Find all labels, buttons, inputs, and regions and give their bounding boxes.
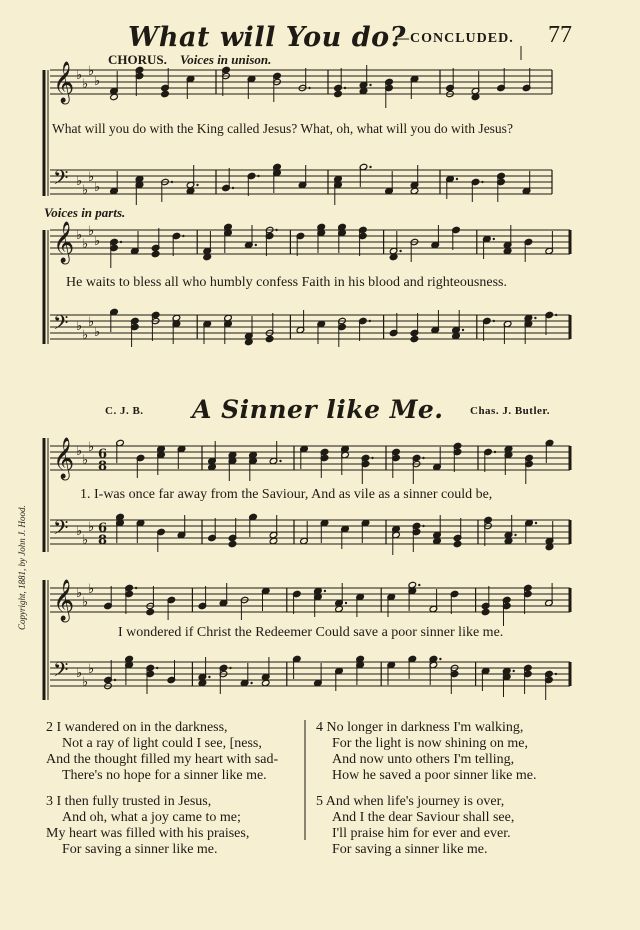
bass-clef-icon: 𝄢 xyxy=(53,166,69,194)
dot xyxy=(182,235,184,237)
parts-direction: Voices in parts. xyxy=(44,205,126,220)
bass-clef-icon: 𝄢 xyxy=(53,516,69,544)
verse-line: And oh, what a joy came to me; xyxy=(62,810,241,825)
dot xyxy=(208,676,210,678)
note-head xyxy=(161,90,170,97)
hymn-lyric-line-1: 1. I-was once far away from the Saviour, And as vile as a sinner could be, xyxy=(80,487,493,502)
verse-line: I'll praise him for ever and ever. xyxy=(332,826,511,841)
flat-icon: ♭ xyxy=(94,180,101,195)
dot xyxy=(534,317,536,319)
dot xyxy=(255,244,257,246)
verse-line: And I the dear Saviour shall see, xyxy=(332,810,515,825)
dot xyxy=(418,584,420,586)
note-head xyxy=(334,90,343,97)
flat-icon: ♭ xyxy=(88,315,95,330)
treble-clef-icon: 𝄞 xyxy=(53,222,75,263)
song-title-continued: What will You do? xyxy=(128,22,406,53)
dot xyxy=(493,320,495,322)
dot xyxy=(535,522,537,524)
flat-icon: ♭ xyxy=(82,453,89,468)
dot xyxy=(371,457,373,459)
flat-icon: ♭ xyxy=(88,64,95,79)
note-head xyxy=(265,335,274,342)
flat-icon: ♭ xyxy=(82,237,89,252)
dot xyxy=(555,314,557,316)
time-signature-bottom: 8 xyxy=(98,533,108,548)
flat-icon: ♭ xyxy=(88,520,95,535)
flat-icon: ♭ xyxy=(82,77,89,92)
verse-line: For the light is now shining on me, xyxy=(332,736,528,751)
note-head xyxy=(146,608,155,615)
time-signature-bottom: 8 xyxy=(98,459,108,474)
note-head xyxy=(481,608,490,615)
dot xyxy=(156,667,158,669)
dot xyxy=(514,534,516,536)
treble-clef-icon: 𝄞 xyxy=(53,438,75,479)
dot xyxy=(232,187,234,189)
dot xyxy=(422,525,424,527)
flat-icon: ♭ xyxy=(76,319,83,334)
dot xyxy=(513,670,515,672)
flat-icon: ♭ xyxy=(82,595,89,610)
composer-credit: Chas. J. Butler. xyxy=(470,405,551,417)
note-head xyxy=(410,335,419,342)
flat-icon: ♭ xyxy=(76,586,83,601)
dot xyxy=(399,250,401,252)
flat-icon: ♭ xyxy=(76,68,83,83)
treble-clef-icon: 𝄞 xyxy=(53,62,75,103)
dot xyxy=(250,682,252,684)
chorus-lyric-line-1: What will you do with the King called Jesus? What, oh, what will you do with Jesus? xyxy=(52,121,513,136)
flat-icon: ♭ xyxy=(82,533,89,548)
dot xyxy=(555,673,557,675)
verse-line: For saving a sinner like me. xyxy=(332,842,488,857)
page-number: 77 xyxy=(548,22,572,48)
verse-line: 3 I then fully trusted in Jesus, xyxy=(46,794,212,809)
copyright-notice: Copyright, 1881, by John J. Hood. xyxy=(17,505,27,630)
dot xyxy=(369,320,371,322)
flat-icon: ♭ xyxy=(76,444,83,459)
flat-icon: ♭ xyxy=(94,74,101,89)
flat-icon: ♭ xyxy=(94,325,101,340)
flat-icon: ♭ xyxy=(88,582,95,597)
dot xyxy=(229,667,231,669)
time-signature-top: 6 xyxy=(98,521,108,536)
hymn-title: A Sinner like Me. xyxy=(192,395,444,424)
flat-icon: ♭ xyxy=(82,183,89,198)
bass-clef-icon: 𝄢 xyxy=(53,311,69,339)
verse-line: My heart was filled with his praises, xyxy=(46,826,250,841)
dot xyxy=(493,238,495,240)
bass-clef-icon: 𝄢 xyxy=(53,658,69,686)
dot xyxy=(439,658,441,660)
dot xyxy=(344,87,346,89)
dot xyxy=(114,679,116,681)
verse-line: 2 I wandered on in the darkness, xyxy=(46,720,228,735)
flat-icon: ♭ xyxy=(88,224,95,239)
dot xyxy=(481,181,483,183)
flat-icon: ♭ xyxy=(82,328,89,343)
chorus-lyric-line-2: He waits to bless all who humbly confess Faith in his blood and righteousness. xyxy=(66,275,507,290)
verse-line: Not a ray of light could I see, [ness, xyxy=(62,736,262,751)
verse-line: How he saved a poor sinner like me. xyxy=(332,768,537,783)
flat-icon: ♭ xyxy=(76,228,83,243)
dot xyxy=(308,87,310,89)
treble-clef-icon: 𝄞 xyxy=(53,580,75,621)
flat-icon: ♭ xyxy=(88,170,95,185)
dot xyxy=(345,602,347,604)
dot xyxy=(257,175,259,177)
verse-line: And the thought filled my heart with sad- xyxy=(46,752,279,767)
note-head xyxy=(453,540,462,547)
flat-icon: ♭ xyxy=(88,440,95,455)
dot xyxy=(120,241,122,243)
note-head xyxy=(228,540,237,547)
flat-icon: ♭ xyxy=(94,234,101,249)
dot xyxy=(369,84,371,86)
dot xyxy=(279,460,281,462)
note-head xyxy=(151,250,160,257)
verse-line: 4 No longer in darkness I'm walking, xyxy=(316,720,524,735)
dot xyxy=(456,178,458,180)
unison-direction: Voices in unison. xyxy=(180,52,272,67)
chorus-label: CHORUS. xyxy=(108,52,167,67)
verse-line: For saving a sinner like me. xyxy=(62,842,218,857)
dot xyxy=(324,590,326,592)
verse-line: And now unto others I'm telling, xyxy=(332,752,515,767)
dot xyxy=(275,229,277,231)
flat-icon: ♭ xyxy=(76,524,83,539)
flat-icon: ♭ xyxy=(88,662,95,677)
verse-line: There's no hope for a sinner like me. xyxy=(62,768,267,783)
dot xyxy=(422,457,424,459)
dot xyxy=(494,451,496,453)
dot xyxy=(462,329,464,331)
dot xyxy=(171,181,173,183)
concluded-label: —CONCLUDED. xyxy=(395,31,514,46)
flat-icon: ♭ xyxy=(82,675,89,690)
hymn-lyric-line-2: I wondered if Christ the Redeemer Could save a poor sinner like me. xyxy=(118,625,504,640)
dot xyxy=(369,166,371,168)
dot xyxy=(135,587,137,589)
flat-icon: ♭ xyxy=(76,666,83,681)
verse-line: 5 And when life's journey is over, xyxy=(316,794,505,809)
time-signature-top: 6 xyxy=(98,447,108,462)
flat-icon: ♭ xyxy=(76,174,83,189)
dot xyxy=(196,184,198,186)
author-initials: C. J. B. xyxy=(105,405,144,417)
